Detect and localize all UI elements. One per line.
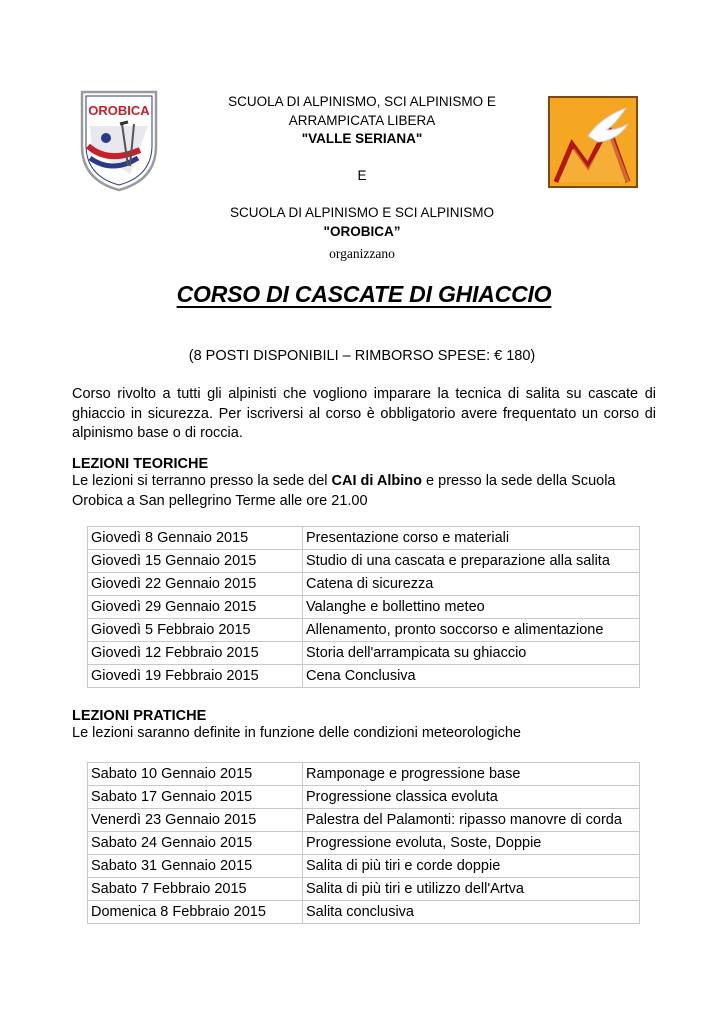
lesson-date: Giovedì 5 Febbraio 2015 [88, 619, 303, 642]
lesson-date: Giovedì 15 Gennaio 2015 [88, 550, 303, 573]
page-title: CORSO DI CASCATE DI GHIACCIO [176, 281, 552, 307]
lesson-date: Giovedì 12 Febbraio 2015 [88, 642, 303, 665]
lesson-date: Giovedì 8 Gennaio 2015 [88, 527, 303, 550]
lesson-topic: Progressione evoluta, Soste, Doppie [303, 832, 640, 855]
theory-text-before: Le lezioni si terranno presso la sede del [72, 473, 332, 489]
theory-location-bold: CAI di Albino [331, 473, 423, 489]
lesson-topic: Progressione classica evoluta [303, 786, 640, 809]
school-line-1: SCUOLA DI ALPINISMO, SCI ALPINISMO E [228, 94, 496, 109]
lesson-topic: Catena di sicurezza [303, 573, 640, 596]
lesson-date: Sabato 7 Febbraio 2015 [88, 878, 303, 901]
table-row [88, 619, 640, 642]
table-row [88, 550, 640, 573]
table-row [88, 832, 640, 855]
lesson-topic: Salita di più tiri e corde doppie [303, 855, 640, 878]
table-row [88, 573, 640, 596]
table-row [88, 527, 640, 550]
theory-description [72, 472, 656, 511]
lesson-topic: Allenamento, pronto soccorso e alimentazione [303, 619, 640, 642]
theory-heading: LEZIONI TEORICHE [72, 456, 209, 472]
lesson-topic: Salita conclusiva [303, 901, 640, 924]
table-row [88, 901, 640, 924]
lesson-date: Giovedì 19 Febbraio 2015 [88, 665, 303, 688]
conjunction: E [357, 168, 367, 183]
lesson-topic: Presentazione corso e materiali [303, 527, 640, 550]
lesson-topic: Cena Conclusiva [303, 665, 640, 688]
subtitle: (8 POSTI DISPONIBILI – RIMBORSO SPESE: € 180) [188, 348, 536, 364]
practice-table [87, 762, 640, 924]
header-block [200, 93, 524, 241]
lesson-date: Sabato 31 Gennaio 2015 [88, 855, 303, 878]
school-line-2: ARRAMPICATA LIBERA [288, 112, 436, 128]
lesson-date: Giovedì 29 Gennaio 2015 [88, 596, 303, 619]
table-row [88, 786, 640, 809]
practice-heading: LEZIONI PRATICHE [72, 708, 207, 724]
school-name-orobica: "OROBICA” [323, 223, 401, 239]
table-row [88, 855, 640, 878]
orobica-shield-logo [78, 88, 160, 192]
practice-description: Le lezioni saranno definite in funzione delle condizioni meteorologiche [72, 725, 521, 741]
lesson-date: Giovedì 22 Gennaio 2015 [88, 573, 303, 596]
lesson-topic: Valanghe e bollettino meteo [303, 596, 640, 619]
lesson-topic: Storia dell'arrampicata su ghiaccio [303, 642, 640, 665]
table-row [88, 763, 640, 786]
table-row [88, 596, 640, 619]
lesson-topic: Palestra del Palamonti: ripasso manovre di corda [303, 809, 640, 832]
lesson-topic: Ramponage e progressione base [303, 763, 640, 786]
theory-text-after: e presso la sede della Scuola Orobica a San pellegrino Terme alle ore 21.00 [72, 473, 616, 509]
svg-text:OROBICA: OROBICA [88, 103, 150, 118]
organizzano-text: organizzano [329, 246, 395, 261]
lesson-date: Sabato 24 Gennaio 2015 [88, 832, 303, 855]
lesson-date: Domenica 8 Febbraio 2015 [88, 901, 303, 924]
lesson-topic: Salita di più tiri e utilizzo dell'Artva [303, 878, 640, 901]
lesson-date: Venerdì 23 Gennaio 2015 [88, 809, 303, 832]
school-line-4: SCUOLA DI ALPINISMO E SCI ALPINISMO [229, 205, 495, 220]
table-row [88, 809, 640, 832]
table-row [88, 642, 640, 665]
lesson-topic: Studio di una cascata e preparazione alla salita [303, 550, 640, 573]
intro-paragraph: Corso rivolto a tutti gli alpinisti che vogliono imparare la tecnica di salita su cascate di ghiaccio in sicurezza. Per iscriversi al corso è obbligatorio avere frequentato un corso di alpinismo base o di roccia. [72, 386, 656, 441]
table-row [88, 665, 640, 688]
theory-table [87, 526, 640, 688]
lesson-date: Sabato 17 Gennaio 2015 [88, 786, 303, 809]
table-row [88, 878, 640, 901]
lesson-date: Sabato 10 Gennaio 2015 [88, 763, 303, 786]
school-name-valle-seriana: "VALLE SERIANA" [301, 131, 423, 146]
bird-mountain-logo [548, 96, 638, 188]
